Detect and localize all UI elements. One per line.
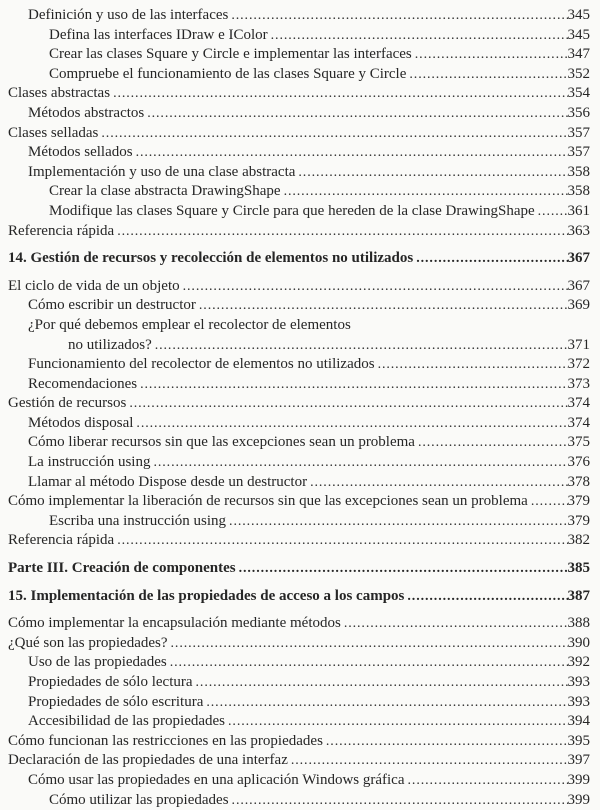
toc-entry bbox=[8, 751, 590, 771]
toc-entry-page: 378 bbox=[567, 473, 590, 490]
toc-entry bbox=[8, 473, 590, 493]
toc-entry-title: Referencia rápida bbox=[8, 532, 115, 549]
toc-entry-title: Cómo implementar la encapsulación mediante métodos bbox=[8, 615, 341, 632]
toc-entry bbox=[8, 414, 590, 434]
toc-entry-title: Llamar al método Dispose desde un destructor bbox=[28, 473, 308, 490]
dotted-leader bbox=[281, 182, 568, 202]
dotted-leader bbox=[406, 65, 567, 85]
dotted-leader bbox=[341, 614, 568, 634]
dotted-leader bbox=[295, 163, 567, 183]
toc-entry bbox=[8, 84, 590, 104]
toc-entry-page: 367 bbox=[567, 277, 590, 294]
dotted-leader bbox=[114, 222, 567, 242]
toc-entry bbox=[8, 531, 590, 551]
dotted-leader bbox=[228, 6, 567, 26]
toc-entry-title: 15. Implementación de las propiedades de acceso a los campos bbox=[8, 587, 405, 604]
toc-entry-title: ¿Por qué debemos emplear el recolector de elementos bbox=[28, 316, 351, 333]
toc-entry-title: Cómo implementar la liberación de recursos sin que las excepciones sean un problema bbox=[8, 493, 528, 510]
dotted-leader bbox=[152, 336, 568, 356]
toc-entry-title: Uso de las propiedades bbox=[28, 654, 167, 671]
dotted-leader bbox=[307, 473, 567, 493]
dotted-leader bbox=[236, 559, 568, 579]
dotted-leader bbox=[180, 277, 568, 297]
toc-entry-page: 357 bbox=[567, 144, 590, 161]
dotted-leader bbox=[196, 296, 568, 316]
toc-entry-page: 347 bbox=[567, 46, 590, 63]
dotted-leader bbox=[375, 355, 568, 375]
toc-entry-page: 358 bbox=[567, 163, 590, 180]
toc-entry bbox=[8, 143, 590, 163]
toc-entry-title: Cómo utilizar las propiedades bbox=[49, 791, 229, 808]
toc-entry-page: 397 bbox=[567, 752, 590, 769]
dotted-leader bbox=[404, 587, 567, 607]
toc-entry-title: Definición y uso de las interfaces bbox=[28, 7, 229, 23]
toc-entry-page: 374 bbox=[567, 395, 590, 412]
toc-entry bbox=[8, 394, 590, 414]
toc-entry-page: 373 bbox=[567, 375, 590, 392]
dotted-leader bbox=[114, 531, 567, 551]
dotted-leader bbox=[535, 202, 568, 222]
dotted-leader bbox=[413, 249, 567, 269]
dotted-leader bbox=[528, 492, 568, 512]
toc-entry-page: 379 bbox=[567, 512, 590, 529]
toc-entry bbox=[8, 222, 590, 242]
dotted-leader bbox=[226, 512, 567, 532]
toc-entry-title: Gestión de recursos bbox=[8, 395, 127, 412]
toc-entry-page: 385 bbox=[567, 560, 590, 577]
toc-entry bbox=[8, 712, 590, 732]
toc-entry bbox=[8, 45, 590, 65]
dotted-leader bbox=[412, 45, 568, 65]
toc-entry-page: 394 bbox=[567, 713, 590, 730]
toc-entry-page: 369 bbox=[567, 297, 590, 314]
toc-entry bbox=[8, 163, 590, 183]
toc-entry-page: 379 bbox=[567, 493, 590, 510]
toc-entry-page: 358 bbox=[567, 183, 590, 200]
dotted-leader bbox=[415, 433, 568, 453]
toc-entry bbox=[8, 65, 590, 85]
toc-entry bbox=[8, 296, 590, 316]
toc-entry-title: Crear las clases Square y Circle e implementar las interfaces bbox=[49, 46, 412, 63]
toc-entry bbox=[8, 336, 590, 356]
toc-entry bbox=[8, 26, 590, 46]
toc-entry bbox=[8, 673, 590, 693]
dotted-leader bbox=[229, 791, 568, 810]
toc-heading bbox=[8, 249, 590, 269]
toc-entry-page: 395 bbox=[567, 732, 590, 749]
toc-entry-page: 354 bbox=[567, 85, 590, 102]
toc-entry bbox=[8, 182, 590, 202]
toc-entry-title: Propiedades de sólo escritura bbox=[28, 693, 204, 710]
toc-entry-title: Cómo funcionan las restricciones en las propiedades bbox=[8, 732, 323, 749]
dotted-leader bbox=[167, 653, 568, 673]
toc-entry bbox=[8, 791, 590, 810]
toc-entry-title: Cómo usar las propiedades en una aplicación Windows gráfica bbox=[28, 771, 405, 788]
toc-entry bbox=[8, 6, 590, 26]
toc-entry-title: Crear la clase abstracta DrawingShape bbox=[49, 183, 281, 200]
toc-entry-page: 393 bbox=[567, 693, 590, 710]
toc-entry-title: Escriba una instrucción using bbox=[49, 512, 227, 529]
toc-entry-title: Clases abstractas bbox=[8, 85, 111, 102]
toc-entry-page: 345 bbox=[567, 7, 590, 23]
toc-entry-page: 357 bbox=[567, 124, 590, 141]
toc-entry bbox=[8, 375, 590, 395]
dotted-leader bbox=[150, 453, 567, 473]
dotted-leader bbox=[268, 26, 568, 46]
toc-entry-title: Métodos abstractos bbox=[28, 104, 145, 121]
toc-entry-page: 388 bbox=[567, 615, 590, 632]
toc-entry bbox=[8, 316, 590, 336]
toc-entry-page: 371 bbox=[567, 336, 590, 353]
toc-entry bbox=[8, 512, 590, 532]
toc-entry-title: Cómo liberar recursos sin que las excepciones sean un problema bbox=[28, 434, 415, 451]
toc-entry-title: La instrucción using bbox=[28, 454, 151, 471]
toc-entry-title: Recomendaciones bbox=[28, 375, 138, 392]
dotted-leader bbox=[133, 414, 567, 434]
dotted-leader bbox=[137, 375, 567, 395]
toc-entry-title: Métodos sellados bbox=[28, 144, 133, 161]
dotted-leader bbox=[126, 394, 567, 414]
toc-entry-title: Cómo escribir un destructor bbox=[28, 297, 196, 314]
toc-entry-page: 345 bbox=[567, 26, 590, 43]
toc-entry bbox=[8, 277, 590, 297]
toc-entry-title: Métodos disposal bbox=[28, 414, 134, 431]
toc-entry-title: Implementación y uso de una clase abstracta bbox=[28, 163, 296, 180]
toc-entry bbox=[8, 453, 590, 473]
toc-entry bbox=[8, 614, 590, 634]
toc-entry-page: 376 bbox=[567, 454, 590, 471]
toc-heading bbox=[8, 559, 590, 579]
toc-entry bbox=[8, 693, 590, 713]
toc-entry-title: Declaración de las propiedades de una interfaz bbox=[8, 752, 288, 769]
toc-entry bbox=[8, 104, 590, 124]
toc-heading bbox=[8, 587, 590, 607]
toc-entry-title: Parte III. Creación de componentes bbox=[8, 560, 236, 577]
toc-entry-page: 352 bbox=[567, 65, 590, 82]
dotted-leader bbox=[225, 712, 567, 732]
toc-list bbox=[8, 6, 590, 810]
toc-entry-title: El ciclo de vida de un objeto bbox=[8, 277, 180, 294]
toc-entry-page: 374 bbox=[567, 414, 590, 431]
toc-entry-page: 361 bbox=[567, 202, 590, 219]
toc-entry-title: Modifique las clases Square y Circle para que hereden de la clase DrawingShape bbox=[49, 202, 535, 219]
dotted-leader bbox=[168, 634, 568, 654]
toc-entry-title: Clases selladas bbox=[8, 124, 99, 141]
toc-entry-title: Compruebe el funcionamiento de las clases Square y Circle bbox=[49, 65, 407, 82]
toc-entry-page: 382 bbox=[567, 532, 590, 549]
toc-entry bbox=[8, 433, 590, 453]
dotted-leader bbox=[193, 673, 568, 693]
toc-entry bbox=[8, 634, 590, 654]
toc-entry bbox=[8, 124, 590, 144]
toc-entry-page: 399 bbox=[567, 791, 590, 808]
toc-entry-page: 399 bbox=[567, 771, 590, 788]
dotted-leader bbox=[133, 143, 568, 163]
toc-entry-title: Referencia rápida bbox=[8, 222, 115, 239]
toc-entry-page: 363 bbox=[567, 222, 590, 239]
toc-entry bbox=[8, 202, 590, 222]
toc-entry-page: 356 bbox=[567, 104, 590, 121]
toc-entry bbox=[8, 653, 590, 673]
toc-entry-page: 390 bbox=[567, 634, 590, 651]
toc-entry-page: 367 bbox=[567, 250, 590, 267]
toc-entry-title: 14. Gestión de recursos y recolección de elementos no utilizados bbox=[8, 250, 414, 267]
dotted-leader bbox=[144, 104, 567, 124]
toc-entry-page: 375 bbox=[567, 434, 590, 451]
toc-entry-page: 372 bbox=[567, 356, 590, 373]
toc-entry-page: 392 bbox=[567, 654, 590, 671]
toc-entry-title: Accesibilidad de las propiedades bbox=[28, 713, 226, 730]
toc-entry-title: Propiedades de sólo lectura bbox=[28, 674, 193, 690]
toc-entry-title: Funcionamiento del recolector de elementos no utilizados bbox=[28, 356, 375, 373]
toc-entry-page: 387 bbox=[567, 587, 590, 604]
toc-entry-page: 393 bbox=[567, 674, 590, 690]
dotted-leader bbox=[203, 693, 567, 713]
toc-entry bbox=[8, 492, 590, 512]
dotted-leader bbox=[323, 732, 568, 752]
toc-entry bbox=[8, 732, 590, 752]
dotted-leader bbox=[288, 751, 568, 771]
toc-entry-title: no utilizados? bbox=[68, 336, 152, 353]
toc-entry-title: ¿Qué son las propiedades? bbox=[8, 634, 168, 651]
toc-entry bbox=[8, 355, 590, 375]
dotted-leader bbox=[98, 124, 567, 144]
dotted-leader bbox=[110, 84, 567, 104]
toc-entry-title: Defina las interfaces IDraw e IColor bbox=[49, 26, 268, 43]
